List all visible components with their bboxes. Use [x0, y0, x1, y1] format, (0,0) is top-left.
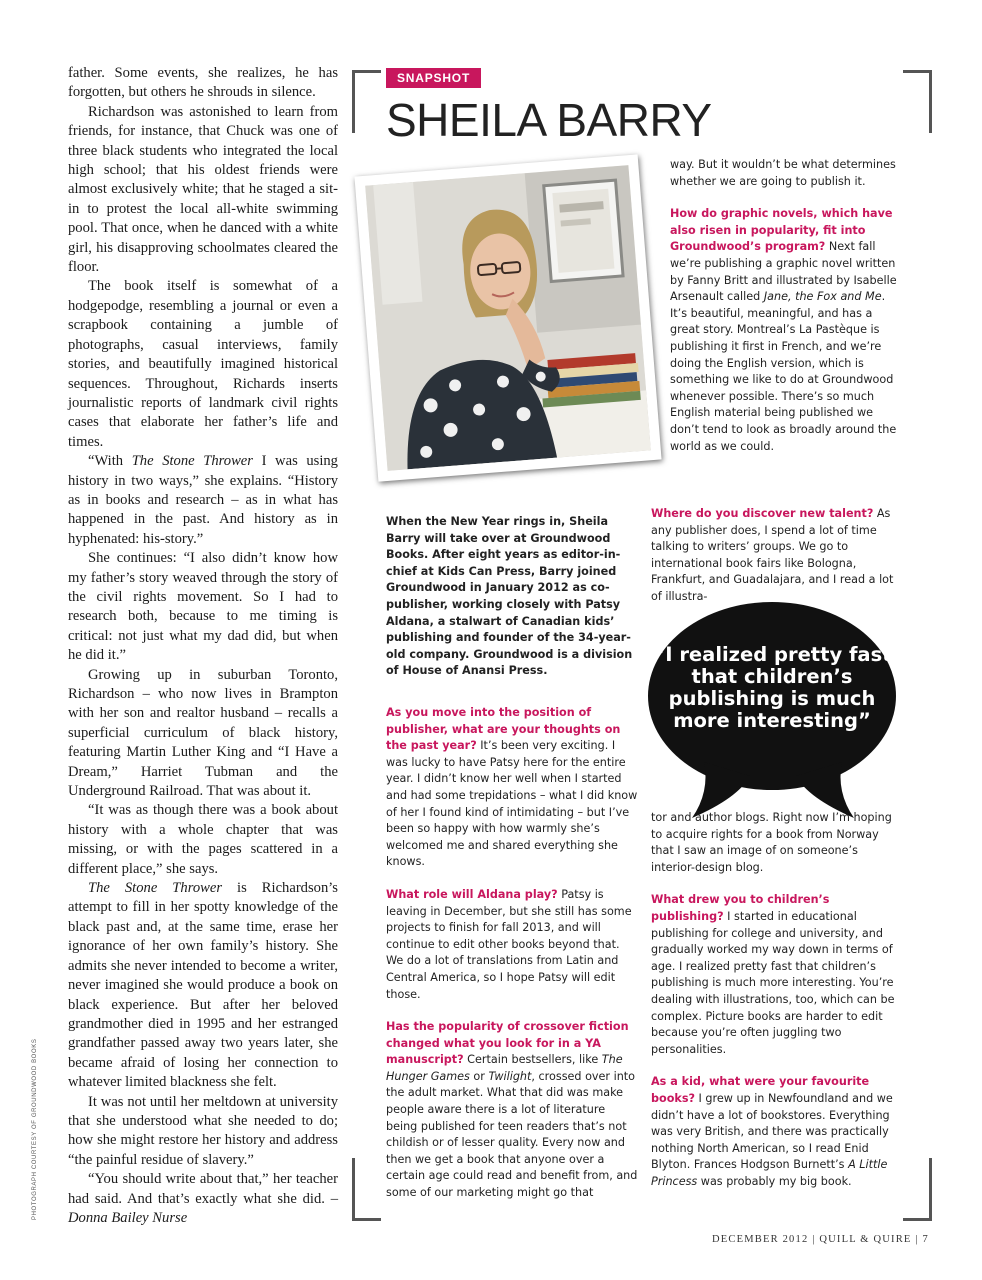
frame-corner-bottom-right [903, 1158, 932, 1221]
answer: I started in educational publishing for college and university, and gradually worked my way down in terms of age. I realized pretty fast that children’s publishing is much more interesting. You’re dealing with illustrations, too, which can be complex. Picture books are harder to edit because you’re often juggling two personalities. [651, 909, 895, 1056]
qa-item [386, 705, 638, 871]
answer: I grew up in Newfoundland and we didn’t have a lot of bookstores. Everything was very British, and there was practically nothing North American, so I read Enid Blyton. Frances Hodgson Burnett’s [651, 1091, 893, 1172]
portrait-photo [365, 165, 651, 471]
answer: , crossed over into the adult market. What that did was make people aware there is a lot of literature being published for teen readers that’s not childish or of lesser quality. Every now and then we get a book that anyone over a certain age could read and benefit from, and some of our marketing might go that [386, 1069, 638, 1200]
book-title: The Hunger Games [386, 1053, 623, 1083]
question: How do graphic novels, which have also risen in popularity, fit into Groundwood’s program? [670, 207, 893, 254]
paragraph: It was not until her meltdown at university that she understood what she needed to do; how she might restore her history and address “the painful residue of slavery.” [68, 1093, 338, 1168]
answer: Next fall we’re publishing a graphic novel written by Fanny Britt and illustrated by Isabelle Arsenault called [670, 240, 897, 304]
qa-item [670, 206, 900, 455]
section-tag: SNAPSHOT [386, 68, 481, 88]
paragraph: “It was as though there was a book about history with a whole chapter that was missing, or with the pages scattered in a different place,” she says. [68, 802, 338, 877]
answer: It’s been very exciting. I was lucky to have Patsy here for the entire year. I didn’t know her well when I started and had some trepidations – what I did know of her I found kind of intimidating – but I’ve been so happy with how warmly she’s welcomed me and shared everything she knows. [386, 739, 638, 869]
text: “You should write about that,” her teacher had said. And that’s exactly what she did. [68, 1171, 338, 1207]
left-article-column [68, 64, 338, 1228]
page-footer: DECEMBER 2012 | QUILL & QUIRE | 7 [712, 1234, 929, 1245]
answer: or [469, 1069, 489, 1083]
text: “With [88, 453, 132, 470]
paragraph: She continues: “I also didn’t know how my father’s story weaved through the story of the civil rights movement. So I had to research both, because to me timing is critical: not just what my dad did, but when he did it.” [68, 550, 338, 664]
book-title: A Little Princess [651, 1158, 888, 1188]
answer: Patsy is leaving in December, but she still has some projects to finish for fall 2013, and will continue to edit other books beyond that. We do a lot of translations from Latin and Central America, so I hope Patsy will edit those. [386, 887, 632, 1001]
question: Where do you discover new talent? [651, 507, 874, 520]
qa-column-right-middle [651, 506, 901, 606]
text: is Richardson’s attempt to fill in her spotty knowledge of the black past and, at the same time, erase her ignorance of her own family’s history. She admits she never intended to become a writer, never imagined she would produce a book on black experience. But after her beloved grandmother died in 1995 and her estranged grandfather passed away two years later, she became afraid of losing her connection to whatever limited blackness she felt. [68, 880, 338, 1091]
frame-corner-bottom-left [352, 1158, 381, 1221]
book-title: The Stone Thrower [88, 880, 223, 897]
qa-column-right-bottom [651, 810, 901, 1206]
answer: As any publisher does, I spend a lot of time talking to writers’ groups. We go to international book fairs like Bologna, Frankfurt, and Guadalajara, and I read a lot of illustra- [651, 507, 894, 603]
qa-item [386, 887, 638, 1003]
paragraph: Richardson was astonished to learn from friends, for instance, that Chuck was one of three black students who integrated the local high school; that his oldest friends were almost exclusively white; that he staged a sit-in to protest the local all-white swimming pool. That once, when he danced with a white girl, his disapproving schoolmates cleared the floor. [68, 103, 338, 276]
answer: Certain bestsellers, like [463, 1053, 602, 1067]
paragraph [68, 879, 338, 1092]
portrait-illustration [365, 165, 651, 471]
photo-credit-text: PHOTOGRAPH COURTESY OF GROUNDWOOD BOOKS [32, 1038, 38, 1220]
text: I was using history in two ways,” she explains. [68, 453, 338, 489]
page-title: SHEILA BARRY [386, 94, 712, 146]
portrait-photo-frame [354, 154, 661, 481]
byline: – Donna Bailey Nurse [68, 1190, 339, 1226]
paragraph [68, 1170, 338, 1228]
intro-paragraph: When the New Year rings in, Sheila Barry will take over at Groundwood Books. After eight years as editor-in-chief at Kids Can Press, Barry joined Groundwood in January 2012 as co-publisher, working closely with Patsy Aldana, a stalwart of Canadian kids’ publishing and founder of the 34-year-old company. Groundwood is a division of House of Anansi Press. [386, 515, 633, 678]
text: “History as in books and research – as in what has happened in the past. And history as in hyphenated: his-story.” [68, 472, 338, 547]
question: As a kid, what were your favourite books? [651, 1075, 870, 1105]
continued-answer: way. But it wouldn’t be what determines whether we are going to publish it. [670, 158, 896, 188]
frame-corner-top-right [903, 70, 932, 133]
photo-credit [22, 1030, 38, 1220]
book-title: The Stone Thrower [131, 453, 253, 470]
question: What role will Aldana play? [386, 887, 558, 901]
paragraph: The book itself is somewhat of a hodgepodge, resembling a journal or even a scrapbook containing a jumble of photographs, casual interviews, family stories, and beautifully imagined historical sequences. Throughout, Richards inserts journalistic reports of landmark civil rights cases that elaborate her father’s life and times. [68, 278, 338, 450]
question: Has the popularity of crossover fiction changed what you look for in a YA manuscript? [386, 1020, 629, 1067]
book-title: Twilight [488, 1069, 532, 1083]
answer: . It’s beautiful, meaningful, and has a great story. Montreal’s La Pastèque is publishing it first in French, and we’re doing the English version, which is something we like to do at Groundwood whenever possible. There’s so much English material being published we don’t tend to look as broadly around the world as we could. [670, 290, 897, 453]
paragraph [68, 452, 338, 549]
pull-quote: “I realized pretty fast that children’s publishing is much more interesting” [652, 643, 892, 732]
qa-item [386, 1019, 638, 1202]
continued-answer: tor and author blogs. Right now I’m hoping to acquire rights for a book from Norway that I saw an image of on someone’s interior-design blog. [651, 811, 892, 874]
qa-item [651, 892, 901, 1058]
frame-corner-top-left [352, 70, 381, 133]
paragraph: father. Some events, she realizes, he has forgotten, but others he shrouds in silence. [68, 65, 338, 101]
paragraph: Growing up in suburban Toronto, Richardson – who now lives in Brampton with her son and realtor husband – recalls a superficial curriculum of black history, featuring Martin Luther King and “I Have a Dream,” Harriet Tubman and the Underground Railroad. That was about it. [68, 666, 338, 800]
qa-column-middle [386, 705, 638, 1218]
answer: was probably my big book. [697, 1174, 852, 1188]
qa-item [651, 506, 901, 606]
question: As you move into the position of publisher, what are your thoughts on the past year? [386, 706, 621, 753]
qa-column-right-top [670, 157, 900, 471]
qa-item [651, 1074, 901, 1190]
book-title: Jane, the Fox and Me [763, 290, 882, 304]
question: What drew you to children’s publishing? [651, 893, 830, 923]
